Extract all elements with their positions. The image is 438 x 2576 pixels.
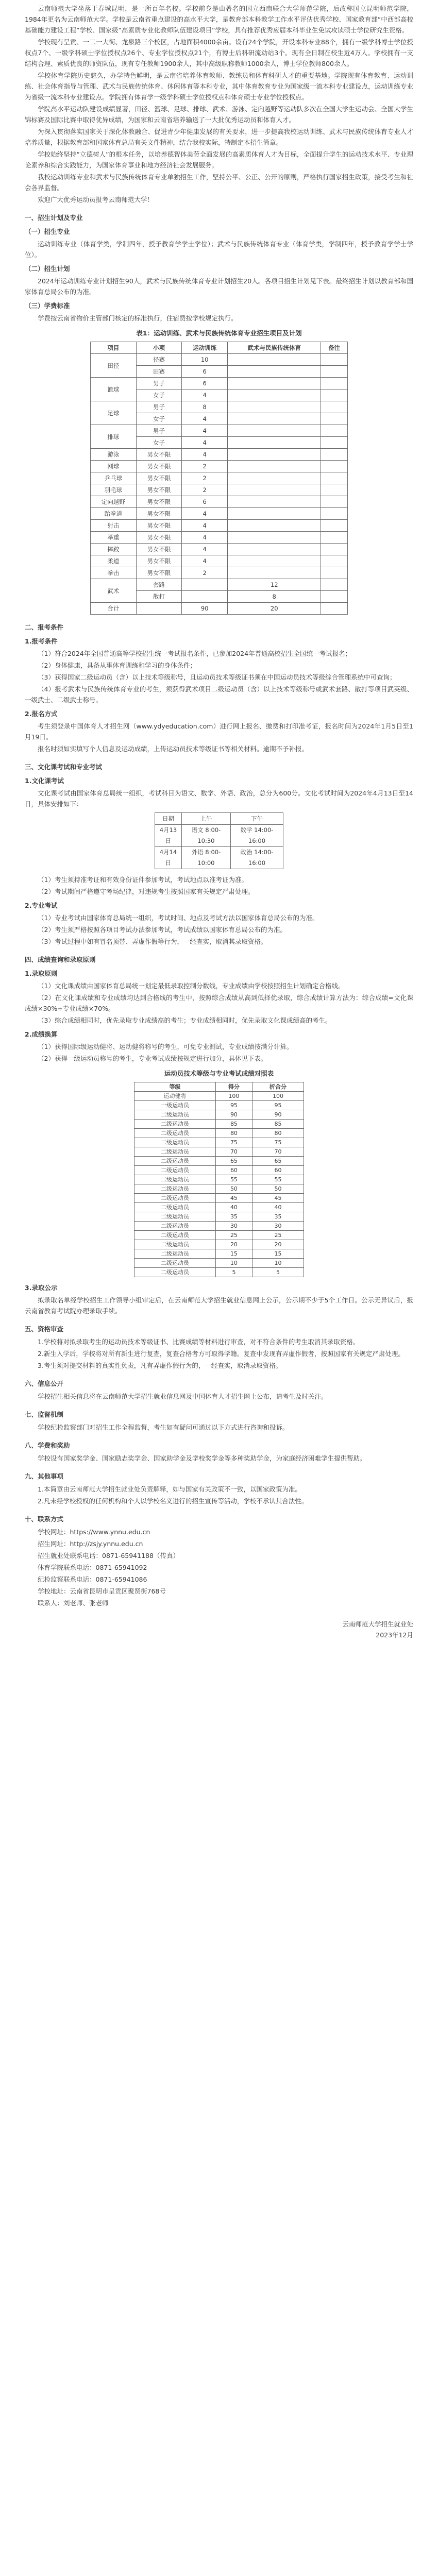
table-cell: 12 bbox=[228, 579, 321, 591]
table-cell: 90 bbox=[182, 603, 228, 615]
table-header-cell: 折合分 bbox=[252, 1082, 304, 1092]
table-cell: 25 bbox=[252, 1231, 304, 1240]
table-cell: 二级运动员 bbox=[134, 1212, 216, 1222]
table-cell bbox=[321, 544, 348, 555]
section-heading: 九、其他事项 bbox=[25, 1472, 64, 1480]
table-row bbox=[91, 401, 348, 413]
table-cell bbox=[228, 532, 321, 544]
paragraph: （1）考生须持准考证和有效身份证件参加考试，考试地点以准考证为准。 bbox=[38, 876, 248, 884]
intro-paragraph: 学校体育学院历史悠久，办学特色鲜明，是云南省培养体育教师、教练员和体育科研人才的重要基地。学院现有体育教育、运动训练、社会体育指导与管理、武术与民族传统体育、休闲体育等本科专业，其中体育教育专业为国家级一流本科专业建设点，运动训练专业为省级一流本科专业建设点。学院拥有体育学一级学科硕士学位授权点和体育硕士专业学位授权点。 bbox=[25, 72, 413, 101]
table-cell: 田径 bbox=[91, 354, 137, 378]
table-cell bbox=[228, 437, 321, 449]
table-header-row bbox=[91, 342, 348, 354]
exam-schedule-table bbox=[155, 812, 283, 869]
table-cell: 10 bbox=[215, 1259, 252, 1268]
table-row bbox=[91, 378, 348, 389]
table-cell: 40 bbox=[252, 1203, 304, 1212]
table-cell: 二级运动员 bbox=[134, 1203, 216, 1212]
section-heading: 二、报考条件 bbox=[25, 623, 64, 631]
table-cell: 二级运动员 bbox=[134, 1120, 216, 1129]
subsection-heading: （二）招生计划 bbox=[25, 265, 70, 273]
table-cell: 4 bbox=[182, 532, 228, 544]
contact-line: 招生就业处联系电话：0871-65941188（传真） bbox=[38, 1552, 179, 1560]
table-cell bbox=[228, 472, 321, 484]
table-cell: 6 bbox=[182, 378, 228, 389]
table-cell: 15 bbox=[215, 1249, 252, 1259]
table-cell bbox=[321, 567, 348, 579]
table-header-row bbox=[134, 1082, 304, 1092]
table-row bbox=[134, 1166, 304, 1175]
table-cell: 足球 bbox=[91, 401, 137, 425]
table-row bbox=[134, 1175, 304, 1184]
table-row bbox=[91, 425, 348, 437]
intro-paragraph: 欢迎广大优秀运动员报考云南师范大学！ bbox=[38, 196, 154, 204]
table-cell: 4月13日 bbox=[155, 825, 182, 847]
table-cell: 二级运动员 bbox=[134, 1259, 216, 1268]
table-cell: 85 bbox=[215, 1120, 252, 1129]
score-conversion-table bbox=[134, 1082, 304, 1277]
table-row bbox=[134, 1184, 304, 1194]
section-heading: 八、学费和奖助 bbox=[25, 1442, 70, 1449]
table-row bbox=[134, 1101, 304, 1110]
table-cell: 25 bbox=[215, 1231, 252, 1240]
table-cell: 10 bbox=[252, 1259, 304, 1268]
table-cell bbox=[228, 449, 321, 461]
table-cell: 二级运动员 bbox=[134, 1129, 216, 1138]
table-cell: 20 bbox=[215, 1240, 252, 1249]
table-cell: 30 bbox=[215, 1222, 252, 1231]
table-cell: 一级运动员 bbox=[134, 1101, 216, 1110]
table-cell: 4 bbox=[182, 437, 228, 449]
paragraph: （1）文化课成绩由国家体育总局统一划定最低录取控制分数线，专业成绩由学校按照招生计划确定合格线。 bbox=[38, 982, 345, 990]
table-row bbox=[91, 461, 348, 472]
table-cell: 35 bbox=[215, 1212, 252, 1222]
table-cell: 75 bbox=[215, 1138, 252, 1147]
table-cell: 50 bbox=[215, 1184, 252, 1194]
table-cell: 5 bbox=[252, 1268, 304, 1277]
table-cell: 柔道 bbox=[91, 555, 137, 567]
subsection-heading: 1.文化课考试 bbox=[25, 777, 64, 785]
table-cell bbox=[228, 555, 321, 567]
intro-paragraph: 云南师范大学坐落于春城昆明，是一所百年名校。学校前身是由著名的国立西南联合大学师范学院，后改称国立昆明师范学院，1984年更名为云南师范大学。学校是云南省重点建设的高水平大学，是教育部本科教学工作水平评估优秀学校、国家教育部“中西部高校基础能力建设工程”学校、国家级“高素质专业化教师队伍建设项目”学校，具有推荐优秀应届本科毕业生免试攻读硕士学位研究生资格。 bbox=[25, 5, 413, 34]
table-row bbox=[134, 1092, 304, 1101]
table-cell: 90 bbox=[215, 1110, 252, 1120]
contact-line: 纪检监察联系电话：0871-65941086 bbox=[38, 1575, 147, 1583]
table-cell: 4 bbox=[182, 508, 228, 520]
table-row bbox=[91, 472, 348, 484]
table-cell: 80 bbox=[215, 1129, 252, 1138]
table-cell bbox=[228, 413, 321, 425]
table-cell: 二级运动员 bbox=[134, 1138, 216, 1147]
table-cell: 二级运动员 bbox=[134, 1249, 216, 1259]
table-cell bbox=[321, 555, 348, 567]
table-cell: 男女不限 bbox=[136, 555, 182, 567]
table-cell: 男子 bbox=[136, 401, 182, 413]
table-cell bbox=[228, 425, 321, 437]
paragraph: （2）考试期间严格遵守考场纪律，对违规考生按照国家有关规定严肃处理。 bbox=[38, 888, 255, 895]
table-cell: 男女不限 bbox=[136, 496, 182, 508]
table-caption: 运动员技术等级与专业考试成绩对照表 bbox=[164, 1070, 274, 1077]
table-header-cell: 下午 bbox=[230, 813, 283, 825]
table-row bbox=[91, 532, 348, 544]
table-cell: 70 bbox=[252, 1147, 304, 1157]
table-cell: 数学 14:00-16:00 bbox=[230, 825, 283, 847]
table-cell bbox=[321, 484, 348, 496]
table-cell: 75 bbox=[252, 1138, 304, 1147]
table-cell: 70 bbox=[215, 1147, 252, 1157]
section-heading: 三、文化课考试和专业考试 bbox=[25, 763, 103, 771]
table-cell bbox=[321, 449, 348, 461]
table-cell: 男女不限 bbox=[136, 449, 182, 461]
table-cell: 合计 bbox=[91, 603, 137, 615]
table-cell: 男子 bbox=[136, 378, 182, 389]
table-cell: 运动健将 bbox=[134, 1092, 216, 1101]
table-header-cell: 得分 bbox=[215, 1082, 252, 1092]
table-cell: 男女不限 bbox=[136, 544, 182, 555]
table-row bbox=[91, 449, 348, 461]
table-cell: 男女不限 bbox=[136, 472, 182, 484]
table-cell: 65 bbox=[215, 1157, 252, 1166]
table-cell: 4月14日 bbox=[155, 847, 182, 869]
table-row bbox=[134, 1157, 304, 1166]
table-cell: 田赛 bbox=[136, 366, 182, 378]
paragraph: 2.凡未经学校授权的任何机构和个人以学校名义进行的招生宣传等活动，学校不承认其合法性。 bbox=[38, 1497, 308, 1505]
table-cell: 男女不限 bbox=[136, 567, 182, 579]
table-cell: 女子 bbox=[136, 389, 182, 401]
table-cell bbox=[182, 591, 228, 603]
table-cell: 15 bbox=[252, 1249, 304, 1259]
table-cell: 跆拳道 bbox=[91, 508, 137, 520]
table-cell bbox=[321, 508, 348, 520]
table-cell bbox=[228, 520, 321, 532]
paragraph: 文化课考试由国家体育总局统一组织，考试科目为语文、数学、外语、政治，总分为600分。文化考试时间为2024年4月13日至14日，具体安排如下： bbox=[25, 789, 413, 808]
paragraph: （1）专业考试由国家体育总局统一组织，考试时间、地点及考试方法以国家体育总局公布的为准。 bbox=[38, 914, 319, 922]
subsection-heading: 1.录取原则 bbox=[25, 970, 58, 977]
table-row bbox=[91, 496, 348, 508]
paragraph: （2）获得一级运动员称号的考生，专业考试成绩按规定进行加分，具体见下表。 bbox=[38, 1055, 267, 1062]
table-row bbox=[134, 1203, 304, 1212]
table-cell: 4 bbox=[182, 520, 228, 532]
table-cell bbox=[321, 532, 348, 544]
table-cell: 55 bbox=[252, 1175, 304, 1184]
intro-paragraph: 学校现有呈贡、一二一大街、龙泉路三个校区，占地面积4000余亩。设有24个学院，开设本科专业88个，拥有一级学科博士学位授权点7个、一级学科硕士学位授权点26个、专业学位授权点21个，有博士后科研流动站3个。现有全日制在校生近4万人。学校拥有一支结构合理、素质优良的师资队伍，现有专任教师1900余人，其中高级职称教师1000余人，博士学位教师800余人。 bbox=[25, 38, 413, 67]
contact-line: 联系人：刘老师、张老师 bbox=[38, 1599, 109, 1607]
table-cell: 政治 14:00-16:00 bbox=[230, 847, 283, 869]
table-cell: 100 bbox=[252, 1092, 304, 1101]
signoff-org: 云南师范大学招生就业处 bbox=[342, 1620, 413, 1628]
table-cell bbox=[321, 496, 348, 508]
table-cell: 2 bbox=[182, 472, 228, 484]
table-row bbox=[91, 544, 348, 555]
table-cell: 4 bbox=[182, 544, 228, 555]
table-cell: 40 bbox=[215, 1203, 252, 1212]
contact-line: 体育学院联系电话：0871-65941092 bbox=[38, 1564, 147, 1571]
table-cell: 二级运动员 bbox=[134, 1184, 216, 1194]
table-cell: 径赛 bbox=[136, 354, 182, 366]
table-header-cell: 日期 bbox=[155, 813, 182, 825]
table-cell: 乒乓球 bbox=[91, 472, 137, 484]
table-cell: 摔跤 bbox=[91, 544, 137, 555]
table-row bbox=[134, 1259, 304, 1268]
table-cell: 50 bbox=[252, 1184, 304, 1194]
table-cell: 二级运动员 bbox=[134, 1166, 216, 1175]
table-cell: 男女不限 bbox=[136, 508, 182, 520]
table-cell: 排球 bbox=[91, 425, 137, 449]
paragraph: 运动训练专业（体育学类，学制四年，授予教育学学士学位）；武术与民族传统体育专业（体育学类，学制四年，授予教育学学士学位）。 bbox=[25, 240, 413, 259]
table-caption: 表1：运动训练、武术与民族传统体育专业招生项目及计划 bbox=[136, 329, 302, 337]
intro-paragraph: 学院高水平运动队建设成绩显著，田径、篮球、足球、排球、武术、游泳、定向越野等运动队多次在全国大学生运动会、全国大学生锦标赛及国际比赛中取得优异成绩，为国家和云南省培养输送了一大批优秀运动员和体育人才。 bbox=[25, 105, 413, 124]
table-cell: 网球 bbox=[91, 461, 137, 472]
paragraph: （1）符合2024年全国普通高等学校招生统一考试报名条件，已参加2024年普通高校招生全国统一考试报名； bbox=[38, 650, 352, 657]
table-cell: 二级运动员 bbox=[134, 1222, 216, 1231]
table-header-cell: 等级 bbox=[134, 1082, 216, 1092]
section-heading: 六、信息公开 bbox=[25, 1380, 64, 1387]
table-cell: 60 bbox=[215, 1166, 252, 1175]
table-header-cell: 武术与民族传统体育 bbox=[228, 342, 321, 354]
table-cell: 4 bbox=[182, 389, 228, 401]
subsection-heading: （一）招生专业 bbox=[25, 228, 70, 235]
intro-paragraph: 为深入贯彻落实国家关于深化体教融合、促进青少年健康发展的有关要求，进一步提高我校运动训练、武术与民族传统体育专业人才培养质量，根据教育部和国家体育总局有关文件精神，结合我校实际，特制定本招生简章。 bbox=[25, 128, 413, 146]
table-row bbox=[155, 825, 283, 847]
table-cell: 95 bbox=[252, 1101, 304, 1110]
table-cell: 男子 bbox=[136, 425, 182, 437]
table-cell bbox=[228, 544, 321, 555]
paragraph: 2024年运动训练专业计划招生90人，武术与民族传统体育专业计划招生20人。各项目招生计划见下表。最终招生计划以教育部和国家体育总局公布的为准。 bbox=[25, 277, 413, 296]
section-heading: 五、资格审查 bbox=[25, 1325, 64, 1333]
table-cell: 95 bbox=[215, 1101, 252, 1110]
paragraph: 学费按云南省物价主管部门核定的标准执行，住宿费按学校规定执行。 bbox=[38, 314, 238, 322]
table-cell bbox=[321, 579, 348, 591]
table-cell bbox=[321, 437, 348, 449]
table-row bbox=[134, 1147, 304, 1157]
table-cell: 游泳 bbox=[91, 449, 137, 461]
paragraph: （2）在文化课成绩和专业成绩均达到合格线的考生中，按照综合成绩从高到低择优录取，综合成绩计算方法为：综合成绩=文化课成绩×30%+专业成绩×70%。 bbox=[25, 994, 413, 1012]
table-row bbox=[91, 567, 348, 579]
contact-line: 招生网址：http://zsjy.ynnu.edu.cn bbox=[38, 1540, 143, 1548]
table-row bbox=[91, 354, 348, 366]
section-heading: 一、招生计划及专业 bbox=[25, 214, 83, 222]
table-row bbox=[134, 1110, 304, 1120]
table-cell: 85 bbox=[252, 1120, 304, 1129]
table-row bbox=[134, 1240, 304, 1249]
table-cell: 35 bbox=[252, 1212, 304, 1222]
table-cell: 8 bbox=[228, 591, 321, 603]
table-cell bbox=[321, 603, 348, 615]
table-cell bbox=[321, 425, 348, 437]
paragraph: 1.学校将对拟录取考生的运动员技术等级证书、比赛成绩等材料进行审查，对不符合条件的考生取消其录取资格。 bbox=[38, 1338, 360, 1346]
paragraph: 报名时须如实填写个人信息及运动成绩，上传运动员技术等级证书等相关材料。逾期不予补报。 bbox=[38, 745, 309, 753]
table-cell: 男女不限 bbox=[136, 520, 182, 532]
table-cell bbox=[321, 366, 348, 378]
table-header-cell: 上午 bbox=[181, 813, 230, 825]
table-cell: 定向越野 bbox=[91, 496, 137, 508]
table-cell bbox=[321, 378, 348, 389]
paragraph: 学校纪检监察部门对招生工作全程监督，考生如有疑问可通过以下方式进行咨询和投诉。 bbox=[38, 1423, 289, 1431]
table-cell: 4 bbox=[182, 555, 228, 567]
table-cell: 武术 bbox=[91, 579, 137, 603]
table-cell: 2 bbox=[182, 461, 228, 472]
subsection-heading: 1.报考条件 bbox=[25, 637, 58, 645]
contact-line: 学校网址：https://www.ynnu.edu.cn bbox=[38, 1528, 150, 1536]
table-row bbox=[91, 508, 348, 520]
table-cell: 90 bbox=[252, 1110, 304, 1120]
table-cell bbox=[228, 366, 321, 378]
table-header-row bbox=[155, 813, 283, 825]
section-heading: 十、联系方式 bbox=[25, 1515, 64, 1523]
table-row bbox=[134, 1194, 304, 1203]
table-cell bbox=[228, 389, 321, 401]
subsection-heading: （三）学费标准 bbox=[25, 302, 70, 310]
table-header-cell: 项目 bbox=[91, 342, 137, 354]
table-cell: 语文 8:00-10:30 bbox=[181, 825, 230, 847]
table-cell: 二级运动员 bbox=[134, 1194, 216, 1203]
table-cell: 60 bbox=[252, 1166, 304, 1175]
table-cell: 45 bbox=[252, 1194, 304, 1203]
table-cell: 拳击 bbox=[91, 567, 137, 579]
table-cell: 女子 bbox=[136, 437, 182, 449]
table-header-cell: 备注 bbox=[321, 342, 348, 354]
subsection-heading: 2.报名方式 bbox=[25, 710, 58, 718]
paragraph: 2.新生入学后，学校将对所有新生进行复查，复查合格者方可取得学籍。复查中发现有弄虚作假者，按照国家有关规定严肃处理。 bbox=[38, 1350, 405, 1358]
table-cell: 10 bbox=[182, 354, 228, 366]
table-cell bbox=[228, 496, 321, 508]
intro-paragraph: 学校始终坚持“立德树人”的根本任务，以培养德智体美劳全面发展的高素质体育人才为目标，全面提升学生的运动技术水平、专业理论素养和综合实践能力，为国家体育事业和地方经济社会发展服务。 bbox=[25, 150, 413, 169]
table-row bbox=[134, 1129, 304, 1138]
table-row bbox=[134, 1212, 304, 1222]
paragraph: （2）身体健康，具备从事体育训练和学习的身体条件； bbox=[38, 662, 196, 669]
table-row bbox=[91, 555, 348, 567]
section-heading: 四、成绩查询和录取原则 bbox=[25, 956, 96, 963]
paragraph: 1.本简章由云南师范大学招生就业处负责解释，如与国家有关政策不一致，以国家政策为准。 bbox=[38, 1485, 301, 1493]
paragraph: （3）获得国家二级运动员（含）以上技术等级称号，且运动员技术等级证书须在中国运动员技术等级综合管理系统中可查询； bbox=[38, 673, 396, 681]
table-cell: 男女不限 bbox=[136, 461, 182, 472]
table-cell: 65 bbox=[252, 1157, 304, 1166]
table-cell: 篮球 bbox=[91, 378, 137, 401]
table-cell bbox=[228, 378, 321, 389]
table-cell: 6 bbox=[182, 496, 228, 508]
table-cell bbox=[321, 401, 348, 413]
table-header-cell: 运动训练 bbox=[182, 342, 228, 354]
paragraph: （1）获得国际级运动健将、运动健将称号的考生，可免专业测试，专业成绩按满分计算。 bbox=[38, 1043, 293, 1050]
table-row bbox=[134, 1231, 304, 1240]
table-cell: 2 bbox=[182, 484, 228, 496]
table-cell: 二级运动员 bbox=[134, 1231, 216, 1240]
paragraph: （4）报考武术与民族传统体育专业的考生，须获得武术项目二级运动员（含）以上技术等级称号或武术套路、散打等项目武英级、一级武士、二级武士称号。 bbox=[25, 685, 413, 704]
table-cell: 20 bbox=[252, 1240, 304, 1249]
table-row bbox=[91, 603, 348, 615]
table-cell: 4 bbox=[182, 413, 228, 425]
table-row bbox=[134, 1268, 304, 1277]
intro-paragraph: 我校运动训练专业和武术与民族传统体育专业单独招生工作，坚持公平、公正、公开的原则，严格执行国家招生政策，接受考生和社会各界监督。 bbox=[25, 173, 413, 192]
table-row bbox=[155, 847, 283, 869]
table-cell: 二级运动员 bbox=[134, 1147, 216, 1157]
paragraph: 3.考生须对提交材料的真实性负责，凡有弄虚作假行为的，一经查实，取消录取资格。 bbox=[38, 1362, 282, 1369]
table-cell: 8 bbox=[182, 401, 228, 413]
table-cell bbox=[136, 603, 182, 615]
paragraph: 考生须登录中国体育人才招生网（www.ydyeducation.com）进行网上报名、缴费和打印准考证，报名时间为2024年1月5日至1月19日。 bbox=[25, 722, 413, 741]
table-cell: 二级运动员 bbox=[134, 1110, 216, 1120]
table-cell: 男女不限 bbox=[136, 484, 182, 496]
paragraph: （3）考试过程中如有冒名顶替、弄虚作假等行为，一经查实，取消其录取资格。 bbox=[38, 938, 267, 945]
table-cell bbox=[228, 508, 321, 520]
section-heading: 七、监督机制 bbox=[25, 1411, 64, 1418]
table-row bbox=[134, 1138, 304, 1147]
enrollment-table bbox=[90, 342, 348, 615]
table-cell: 射击 bbox=[91, 520, 137, 532]
table-cell: 散打 bbox=[136, 591, 182, 603]
table-cell: 男女不限 bbox=[136, 532, 182, 544]
paragraph: 学校设有国家奖学金、国家励志奖学金、国家助学金及学校奖学金等多种奖助学金，为家庭经济困难学生提供帮助。 bbox=[38, 1454, 366, 1462]
table-row bbox=[91, 520, 348, 532]
paragraph: （2）考生须严格按照各项目考试办法参加考试，考试成绩以国家体育总局公布的为准。 bbox=[38, 926, 287, 934]
table-cell: 二级运动员 bbox=[134, 1240, 216, 1249]
signoff-date: 2023年12月 bbox=[376, 1631, 413, 1639]
table-cell bbox=[321, 472, 348, 484]
table-cell: 45 bbox=[215, 1194, 252, 1203]
table-cell bbox=[321, 461, 348, 472]
table-row bbox=[134, 1222, 304, 1231]
table-cell bbox=[321, 354, 348, 366]
table-cell bbox=[228, 461, 321, 472]
table-row bbox=[91, 484, 348, 496]
table-cell: 30 bbox=[252, 1222, 304, 1231]
table-cell bbox=[228, 354, 321, 366]
table-header-cell: 小项 bbox=[136, 342, 182, 354]
table-cell bbox=[321, 591, 348, 603]
table-cell bbox=[321, 413, 348, 425]
table-cell: 举重 bbox=[91, 532, 137, 544]
table-cell: 6 bbox=[182, 366, 228, 378]
table-cell: 女子 bbox=[136, 413, 182, 425]
table-cell bbox=[321, 520, 348, 532]
table-cell: 5 bbox=[215, 1268, 252, 1277]
table-cell: 20 bbox=[228, 603, 321, 615]
table-cell: 2 bbox=[182, 567, 228, 579]
table-cell bbox=[321, 389, 348, 401]
subsection-heading: 3.录取公示 bbox=[25, 1284, 58, 1292]
table-cell bbox=[228, 567, 321, 579]
table-cell: 55 bbox=[215, 1175, 252, 1184]
subsection-heading: 2.成绩换算 bbox=[25, 1030, 58, 1038]
table-cell: 套路 bbox=[136, 579, 182, 591]
table-cell: 4 bbox=[182, 425, 228, 437]
table-cell: 二级运动员 bbox=[134, 1157, 216, 1166]
table-row bbox=[134, 1249, 304, 1259]
table-cell bbox=[228, 401, 321, 413]
table-cell: 羽毛球 bbox=[91, 484, 137, 496]
table-cell: 外语 8:00-10:00 bbox=[181, 847, 230, 869]
table-cell: 二级运动员 bbox=[134, 1268, 216, 1277]
table-row bbox=[91, 579, 348, 591]
table-row bbox=[134, 1120, 304, 1129]
table-cell: 4 bbox=[182, 449, 228, 461]
table-cell: 二级运动员 bbox=[134, 1175, 216, 1184]
paragraph: 拟录取名单经学校招生工作领导小组审定后，在云南师范大学招生就业信息网上公示，公示期不少于5个工作日。公示无异议后，报云南省教育考试院办理录取手续。 bbox=[25, 1296, 413, 1315]
paragraph: （3）综合成绩相同时，优先录取专业成绩高的考生；专业成绩相同时，优先录取文化课成绩高的考生。 bbox=[38, 1016, 332, 1024]
table-cell bbox=[182, 579, 228, 591]
subsection-heading: 2.专业考试 bbox=[25, 902, 58, 909]
table-cell: 80 bbox=[252, 1129, 304, 1138]
table-cell bbox=[228, 484, 321, 496]
paragraph: 学校招生相关信息将在云南师范大学招生就业信息网及中国体育人才招生网上公布，请考生及时关注。 bbox=[38, 1393, 328, 1400]
contact-line: 学校地址：云南省昆明市呈贡区聚贤街768号 bbox=[38, 1587, 166, 1595]
table-cell: 100 bbox=[215, 1092, 252, 1101]
